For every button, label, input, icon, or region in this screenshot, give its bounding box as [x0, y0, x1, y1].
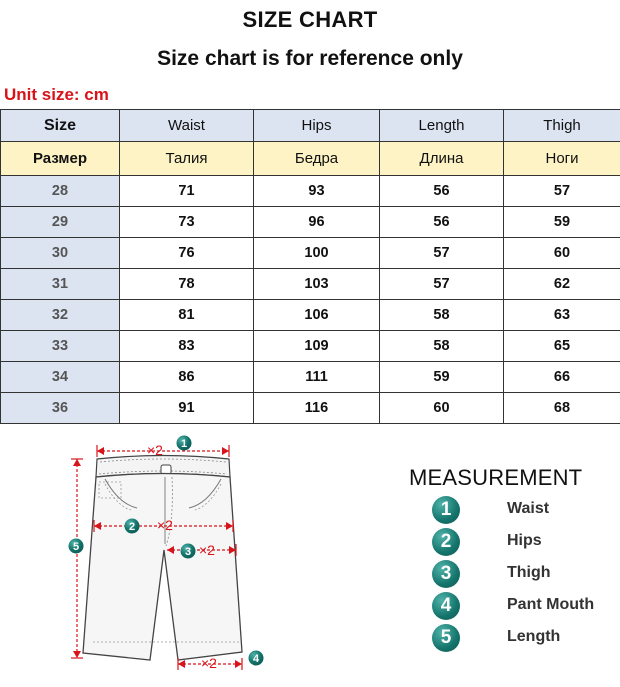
header-cell: Thigh: [504, 110, 620, 142]
legend-label: Pant Mouth: [507, 596, 595, 613]
size-cell: 30: [1, 238, 120, 269]
legend-number-badge: 4: [432, 592, 460, 620]
times-two-label: ×2: [147, 442, 163, 458]
table-cell: 60: [380, 393, 504, 424]
table-cell: 58: [380, 300, 504, 331]
table-cell: 59: [380, 362, 504, 393]
table-cell: 91: [120, 393, 254, 424]
legend-label: Waist: [507, 500, 550, 517]
table-cell: 83: [120, 331, 254, 362]
size-cell: 29: [1, 207, 120, 238]
table-row: [1, 207, 620, 238]
unit-label: Unit size: cm: [4, 85, 109, 104]
legend-item-length: [432, 624, 620, 656]
measurement-title: MEASUREMENT: [409, 465, 583, 490]
header-cell: Hips: [254, 110, 380, 142]
table-cell: 62: [504, 269, 620, 300]
header-cell: Длина: [380, 142, 504, 176]
table-cell: 109: [254, 331, 380, 362]
table-row: [1, 331, 620, 362]
header-cell: Ноги: [504, 142, 620, 176]
size-cell: 32: [1, 300, 120, 331]
table-cell: 103: [254, 269, 380, 300]
table-cell: 58: [380, 331, 504, 362]
table-cell: 81: [120, 300, 254, 331]
table-cell: 73: [120, 207, 254, 238]
table-cell: 56: [380, 207, 504, 238]
header-cell: Размер: [1, 142, 120, 176]
table-cell: 60: [504, 238, 620, 269]
shorts-illustration: [55, 432, 280, 682]
table-cell: 63: [504, 300, 620, 331]
table-cell: 106: [254, 300, 380, 331]
times-two-label: ×2: [199, 542, 215, 558]
header-cell: Waist: [120, 110, 254, 142]
size-cell: 36: [1, 393, 120, 424]
times-two-label: ×2: [157, 517, 173, 533]
legend-item-hips: [432, 528, 620, 560]
table-row: [1, 238, 620, 269]
table-cell: 56: [380, 176, 504, 207]
table-row: [1, 362, 620, 393]
table-row: [1, 300, 620, 331]
header-row-ru: [1, 142, 620, 176]
table-cell: 68: [504, 393, 620, 424]
size-cell: 33: [1, 331, 120, 362]
legend-number-badge: 2: [432, 528, 460, 556]
legend-number-badge: 1: [432, 496, 460, 524]
table-row: [1, 176, 620, 207]
legend-item-pant-mouth: [432, 592, 620, 624]
size-table: [0, 109, 620, 424]
header-cell: Length: [380, 110, 504, 142]
table-row: [1, 269, 620, 300]
size-cell: 34: [1, 362, 120, 393]
table-cell: 71: [120, 176, 254, 207]
table-cell: 111: [254, 362, 380, 393]
table-cell: 66: [504, 362, 620, 393]
legend-item-waist: [432, 496, 620, 528]
table-cell: 86: [120, 362, 254, 393]
legend-label: Length: [507, 628, 561, 645]
header-cell: Size: [1, 110, 120, 142]
header-cell: Талия: [120, 142, 254, 176]
legend-number-badge: 3: [432, 560, 460, 588]
shorts-diagram: [55, 432, 280, 682]
page-title: SIZE CHART: [242, 7, 378, 32]
size-cell: 31: [1, 269, 120, 300]
times-two-label: ×2: [201, 655, 217, 671]
legend-item-thigh: [432, 560, 620, 592]
table-cell: 65: [504, 331, 620, 362]
page-subtitle: Size chart is for reference only: [157, 47, 463, 70]
table-cell: 78: [120, 269, 254, 300]
table-cell: 59: [504, 207, 620, 238]
marker-4: 4: [252, 653, 260, 665]
table-cell: 93: [254, 176, 380, 207]
legend-label: Hips: [507, 532, 542, 549]
marker-1: 1: [180, 438, 188, 450]
marker-5: 5: [72, 541, 80, 553]
table-cell: 57: [504, 176, 620, 207]
table-row: [1, 393, 620, 424]
marker-3: 3: [184, 546, 192, 558]
table-cell: 96: [254, 207, 380, 238]
legend-number-badge: 5: [432, 624, 460, 652]
table-cell: 57: [380, 238, 504, 269]
table-cell: 57: [380, 269, 504, 300]
table-cell: 76: [120, 238, 254, 269]
marker-2: 2: [128, 521, 136, 533]
header-cell: Бедра: [254, 142, 380, 176]
size-cell: 28: [1, 176, 120, 207]
header-row-en: [1, 110, 620, 142]
table-cell: 100: [254, 238, 380, 269]
table-cell: 116: [254, 393, 380, 424]
legend-label: Thigh: [507, 564, 551, 581]
